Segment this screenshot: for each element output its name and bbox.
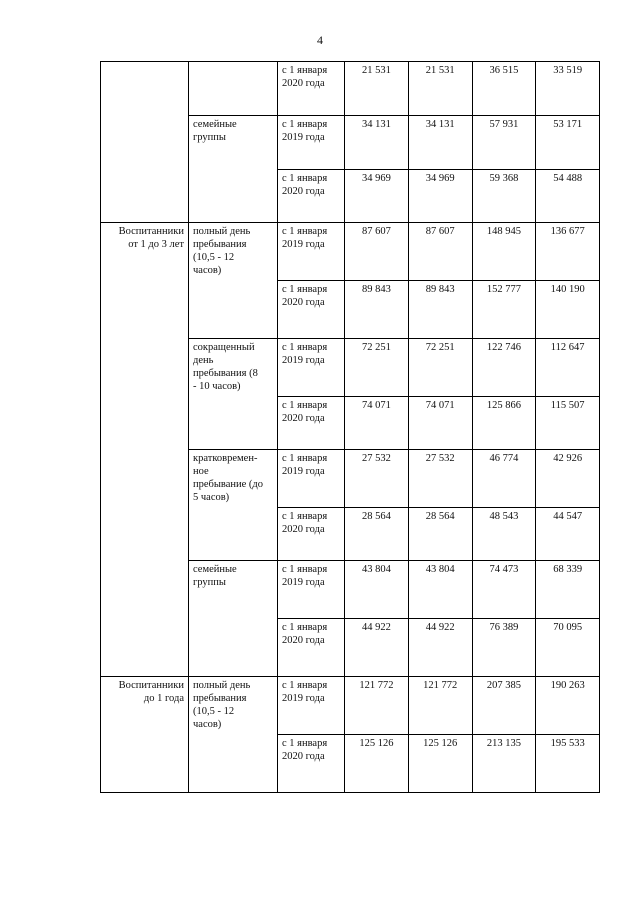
value-cell: 115 507 [536, 397, 600, 450]
value-cell: 44 922 [345, 619, 409, 677]
value-cell: 59 368 [472, 170, 536, 223]
value-cell: 125 866 [472, 397, 536, 450]
value-cell: 125 126 [408, 735, 472, 793]
value-cell: 68 339 [536, 561, 600, 619]
date-cell: с 1 января 2019 года [278, 223, 345, 281]
value-cell: 148 945 [472, 223, 536, 281]
mode-cell-blank [189, 62, 278, 116]
date-cell: с 1 января 2020 года [278, 508, 345, 561]
value-cell: 72 251 [345, 339, 409, 397]
table-row [101, 62, 600, 116]
value-cell: 44 547 [536, 508, 600, 561]
value-cell: 74 071 [345, 397, 409, 450]
value-cell: 44 922 [408, 619, 472, 677]
value-cell: 43 804 [408, 561, 472, 619]
value-cell: 195 533 [536, 735, 600, 793]
value-cell: 42 926 [536, 450, 600, 508]
value-cell: 89 843 [408, 281, 472, 339]
date-cell: с 1 января 2019 года [278, 450, 345, 508]
value-cell: 87 607 [345, 223, 409, 281]
value-cell: 34 969 [408, 170, 472, 223]
mode-cell: сокращенный день пребывания (8 - 10 часов) [189, 339, 278, 450]
value-cell: 72 251 [408, 339, 472, 397]
value-cell: 121 772 [408, 677, 472, 735]
value-cell: 152 777 [472, 281, 536, 339]
value-cell: 89 843 [345, 281, 409, 339]
value-cell: 140 190 [536, 281, 600, 339]
value-cell: 57 931 [472, 116, 536, 170]
value-cell: 136 677 [536, 223, 600, 281]
date-cell: с 1 января 2020 года [278, 397, 345, 450]
date-cell: с 1 января 2020 года [278, 619, 345, 677]
value-cell: 27 532 [408, 450, 472, 508]
value-cell: 48 543 [472, 508, 536, 561]
date-cell: с 1 января 2020 года [278, 62, 345, 116]
value-cell: 28 564 [345, 508, 409, 561]
date-cell: с 1 января 2019 года [278, 677, 345, 735]
date-cell: с 1 января 2019 года [278, 561, 345, 619]
value-cell: 46 774 [472, 450, 536, 508]
value-cell: 122 746 [472, 339, 536, 397]
value-cell: 36 515 [472, 62, 536, 116]
category-cell: Воспитанники до 1 года [101, 677, 189, 793]
mode-cell: кратковремен- ное пребывание (до 5 часов) [189, 450, 278, 561]
tariff-table [100, 61, 600, 793]
mode-cell: семейные группы [189, 561, 278, 677]
value-cell: 190 263 [536, 677, 600, 735]
mode-cell: семейные группы [189, 116, 278, 223]
table-row [101, 677, 600, 735]
value-cell: 87 607 [408, 223, 472, 281]
date-cell: с 1 января 2019 года [278, 339, 345, 397]
value-cell: 74 473 [472, 561, 536, 619]
value-cell: 28 564 [408, 508, 472, 561]
value-cell: 112 647 [536, 339, 600, 397]
value-cell: 54 488 [536, 170, 600, 223]
value-cell: 53 171 [536, 116, 600, 170]
value-cell: 21 531 [345, 62, 409, 116]
value-cell: 21 531 [408, 62, 472, 116]
date-cell: с 1 января 2019 года [278, 116, 345, 170]
page-number: 4 [317, 33, 323, 47]
mode-cell: полный день пребывания (10,5 - 12 часов) [189, 677, 278, 793]
category-cell-blank [101, 62, 189, 223]
value-cell: 76 389 [472, 619, 536, 677]
value-cell: 70 095 [536, 619, 600, 677]
mode-cell: полный день пребывания (10,5 - 12 часов) [189, 223, 278, 339]
table-row [101, 223, 600, 281]
value-cell: 125 126 [345, 735, 409, 793]
value-cell: 121 772 [345, 677, 409, 735]
value-cell: 34 969 [345, 170, 409, 223]
date-cell: с 1 января 2020 года [278, 170, 345, 223]
value-cell: 43 804 [345, 561, 409, 619]
date-cell: с 1 января 2020 года [278, 281, 345, 339]
category-cell: Воспитанники от 1 до 3 лет [101, 223, 189, 677]
value-cell: 33 519 [536, 62, 600, 116]
value-cell: 213 135 [472, 735, 536, 793]
value-cell: 34 131 [408, 116, 472, 170]
value-cell: 207 385 [472, 677, 536, 735]
value-cell: 74 071 [408, 397, 472, 450]
value-cell: 27 532 [345, 450, 409, 508]
value-cell: 34 131 [345, 116, 409, 170]
date-cell: с 1 января 2020 года [278, 735, 345, 793]
